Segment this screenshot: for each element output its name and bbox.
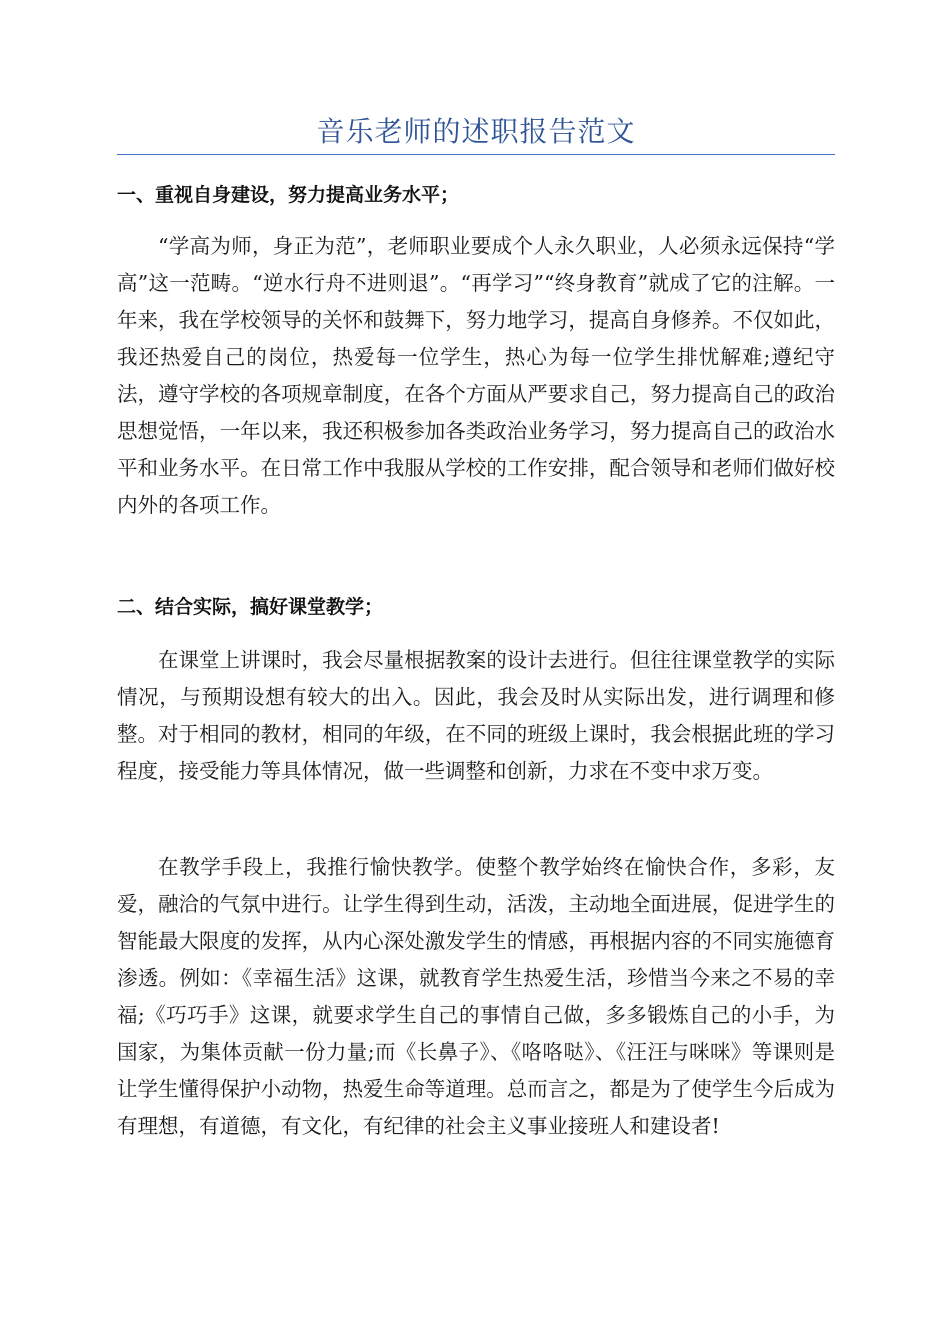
title-underline: [117, 154, 835, 155]
section-2-paragraph-1: 在课堂上讲课时，我会尽量根据教案的设计去进行。但往往课堂教学的实际情况，与预期设想有较大的出入。因此，我会及时从实际出发，进行调理和修整。对于相同的教材，相同的年级，在不同的班级上课时，我会根据此班的学习程度，接受能力等具体情况，做一些调整和创新，力求在不变中求万变。: [117, 648, 835, 783]
document-title: 音乐老师的述职报告范文: [316, 115, 636, 148]
section-2-paragraph-2: 在教学手段上，我推行愉快教学。使整个教学始终在愉快合作，多彩，友爱，融洽的气氛中进行。让学生得到生动，活泼，主动地全面进展，促进学生的智能最大限度的发挥，从内心深处激发学生的情感，再根据内容的不同实施德育渗透。例如：《幸福生活》这课，就教育学生热爱生活，珍惜当今来之不易的幸福;《巧巧手》这课，就要求学生自己的事情自己做，多多锻炼自己的小手，为国家，为集体贡献一份力量;而《长鼻子》、《咯咯哒》、《汪汪与咪咪》等课则是让学生懂得保护小动物，热爱生命等道理。总而言之，都是为了使学生今后成为有理想，有道德，有文化，有纪律的社会主义事业接班人和建设者!: [117, 855, 835, 1138]
section-1-paragraph-1: “学高为师，身正为范”，老师职业要成个人永久职业，人必须永远保持“学高”这一范畴。“逆水行舟不进则退”。“再学习”“终身教育”就成了它的注解。一年来，我在学校领导的关怀和鼓舞下，努力地学习，提高自身修养。不仅如此，我还热爱自己的岗位，热爱每一位学生，热心为每一位学生排忧解难;遵纪守法，遵守学校的各项规章制度，在各个方面从严要求自己，努力提高自己的政治思想觉悟，一年以来，我还积极参加各类政治业务学习，努力提高自己的政治水平和业务水平。在日常工作中我服从学校的工作安排，配合领导和老师们做好校内外的各项工作。: [117, 234, 835, 517]
section-heading-1: 一、重视自身建设，努力提高业务水平；: [117, 184, 460, 206]
section-heading-2: 二、结合实际，搞好课堂教学；: [117, 596, 384, 618]
